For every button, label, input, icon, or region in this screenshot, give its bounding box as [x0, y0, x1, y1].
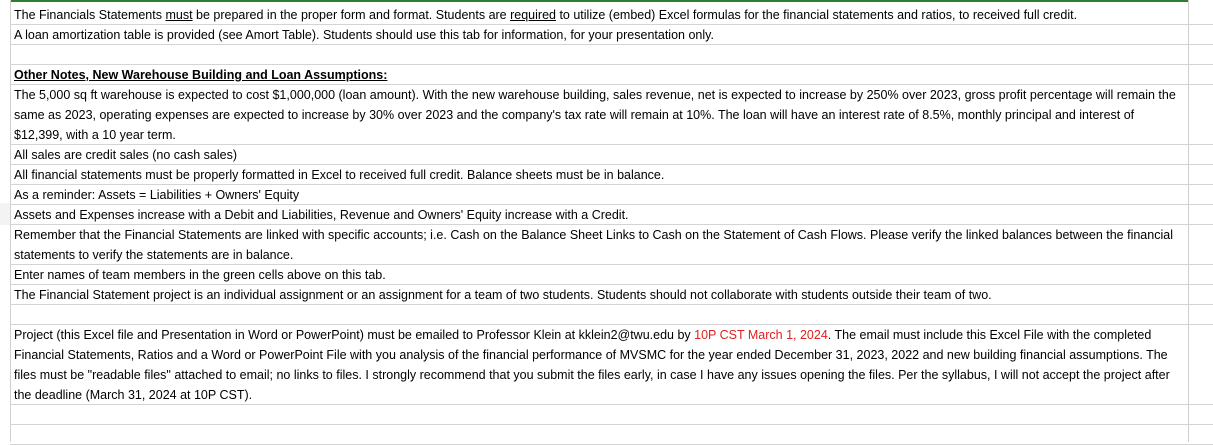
accounting-equation-note: As a reminder: Assets = Liabilities + Owners' Equity [14, 188, 300, 202]
cell-row-empty-4[interactable] [10, 425, 1213, 445]
cell-row-team-names[interactable] [10, 265, 1213, 285]
cell-row-empty-1[interactable] [10, 45, 1213, 65]
cell-row-formatting[interactable] [10, 165, 1213, 185]
cell-row-empty-2[interactable] [10, 305, 1213, 325]
green-top-border [10, 0, 1188, 2]
instructions-line-1: The Financials Statements must be prepared in the proper form and format. Students are required to utilize (embed) Excel formulas for the financial statements and ratios, to received full credit. [14, 8, 1078, 22]
submission-instructions: Project (this Excel file and Presentation in Word or PowerPoint) must be emailed to Professor Klein at kklein2@twu.edu by 10P CST March 1, 2024. The email must include this Excel File with the completed Financial Statements, Ratios and a Word or PowerPoint File with you analysis of the financial performance of MVSMC for the year ended December 31, 2023, 2022 and new building financial assumptions. The files must be "readable files" attached to email; no links to files. I strongly recommend that you submit the files early, in case I have any issues opening the files. Per the syllabus, I will not accept the project after the deadline (March 31, 2024 at 10P CST). [14, 328, 1170, 402]
debit-credit-note: Assets and Expenses increase with a Debit and Liabilities, Revenue and Owners' Equity increase with a Credit. [14, 208, 629, 222]
cell-row-assignment[interactable] [10, 285, 1213, 305]
section-heading: Other Notes, New Warehouse Building and Loan Assumptions: [14, 68, 388, 82]
cell-row-debit-credit[interactable] [10, 205, 1213, 225]
cell-row-1[interactable] [10, 5, 1213, 25]
assignment-note: The Financial Statement project is an individual assignment or an assignment for a team of two students. Students should not collaborate with students outside their team of two. [14, 288, 992, 302]
team-names-note: Enter names of team members in the green cells above on this tab. [14, 268, 386, 282]
amortization-note: A loan amortization table is provided (see Amort Table). Students should use this tab for information, for your presentation only. [14, 28, 714, 42]
cell-row-credit-sales[interactable] [10, 145, 1213, 165]
cell-row-2[interactable] [10, 25, 1213, 45]
linked-statements-note: Remember that the Financial Statements are linked with specific accounts; i.e. Cash on the Balance Sheet Links to Cash on the Statement of Cash Flows. Please verify the linked balances between the financial statements to verify the statements are in balance. [14, 228, 1173, 262]
cell-row-reminder[interactable] [10, 185, 1213, 205]
credit-sales-note: All sales are credit sales (no cash sales) [14, 148, 238, 162]
deadline-text: 10P CST March 1, 2024 [694, 328, 828, 342]
cell-row-heading[interactable] [10, 65, 1213, 85]
row-handle [0, 203, 10, 225]
warehouse-assumptions: The 5,000 sq ft warehouse is expected to cost $1,000,000 (loan amount). With the new warehouse building, sales revenue, net is expected to increase by 250% over 2023, gross profit percentage will remain the same as 2023, operating expenses are expected to increase by 30% over 2023 and the company's tax rate will remain at 10%. The loan will have an interest rate of 8.5%, monthly principal and interest of $12,399, with a 10 year term. [14, 88, 1176, 142]
cell-row-empty-3[interactable] [10, 405, 1213, 425]
formatting-note: All financial statements must be properly formatted in Excel to received full credit. Balance sheets must be in balance. [14, 168, 665, 182]
